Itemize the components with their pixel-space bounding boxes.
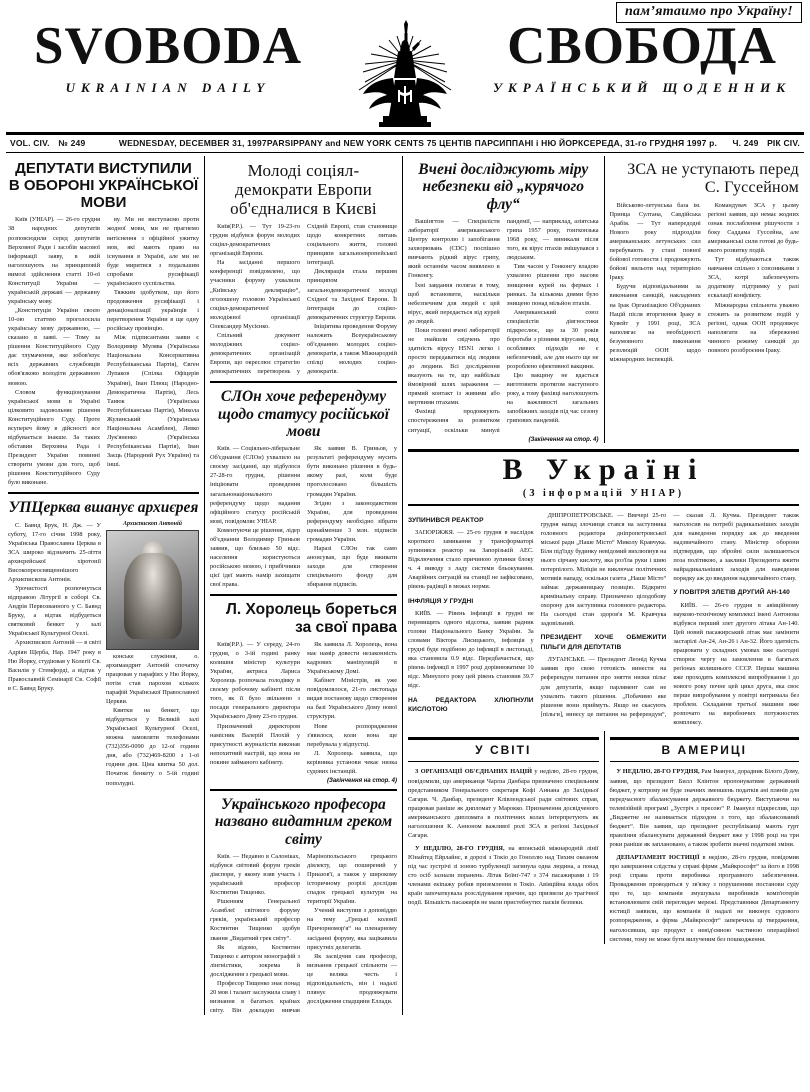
paragraph: Як заявив В. Гриньов, у результаті референдуму мусить бути виконано рішення в будь-якому разі, коли буде проголосовано більшість громадян України. — [307, 445, 397, 498]
paragraph: Як засвідчив сам професор, визнання грецької спільноти — це велика честь і відповідальність, він і надалі плянує продовжувати дослідження спадщини Еллади. — [307, 952, 397, 1005]
america-section-body — [610, 767, 800, 943]
paragraph: Призначений директором намісник Валерій Плохій у присутності журналістів виконав непохитний настрій, що вона не покине займаного кабінету. — [210, 722, 300, 766]
column-2 — [204, 156, 402, 1015]
paragraph: Кабінет Міністрів, як уже повідомлялося, 21-го листопада видав постанову щодо створення на базі Українського Дому нової структури. — [307, 677, 397, 721]
paragraph: Київ(Р.Р.). — У середу, 24-го грудня, о 3-ій годині ранку колишня міністер культури України, актриса Лариса Хоролець розпочала голодівку в своєму робочому кабінеті після того, як її було звільнено з посади генерального директора Українського Дому 23-го грудня. — [210, 640, 300, 721]
paragraph: Київ. — Недавно в Салоніках, відбувся світовий форум греків діяспори, у якому взяв участь і український професор Костянтин Тищенко. — [210, 852, 300, 897]
news-item — [408, 516, 534, 592]
top-band — [6, 156, 804, 1015]
paragraph: Тяжким здобутком, що його продовження русифікації і денаціоналізації українців і перетворення України в ще одну російську провінцію. — [107, 288, 199, 333]
paragraph: Спільний документ молодіжних соціял-демократичних організацій Европи, що окреслює стратегію демократичних перетворень у Східній Европі, став становище щодо конкретних питань соціяльного життя, головні принципи загальноевропейської інтеграції. — [210, 223, 397, 376]
article-body-slon — [210, 444, 397, 589]
news-subhead: У ПОВІТРЯ ЗЛЕТІВ ДРУГИЙ АН-140 — [673, 589, 790, 597]
world-section-body — [408, 767, 599, 907]
paragraph: Київ. — Соціяльно-ліберальне Об'єднання (СЛОн) ухвалило на своєму засіданні, що відбулося 27-28-го грудня, рішення ініціювати проведення загальнонаціонального референдуму щодо надання офіційного статусу російській мові, повідомляє УНІАР. — [210, 445, 300, 525]
paragraph: Американський союз спеціялістів діягностики підкреслює, що за 30 років боротьби з різними вірусами, вид особливих підходів не є небезпечний, але для нього ще не розроблено ефективної вакцини. — [506, 308, 599, 371]
america-section-header: В АМЕРИЦІ — [610, 737, 800, 762]
news-text: у неділю, 28-го грудня, повідомили, що американця Чарлза Данбара призначено спеціяльним представником Генерального секретаря Кофі Аннана до Західньої Сагари. Ч. Данбар, президент Клівлендської ради світових справ, працював раніше як дипломат у Марокко. Призначення досвідченого американського дипломата в політичних колах інтерпретують як наголошення К. Анноном важливої ролі ЗСА в реґіоні Західньої Сагари. — [408, 768, 599, 839]
paragraph: Деклярація стала першим принципом загальнодемократичної молоді Східної та Західної Европи. Її інтеграція до соціял-демократичних структур Европи. — [307, 268, 397, 321]
paragraph: конське служіння, о. архимандрит Антоній спочатку працював у парафіях у Ню Йорку, потім став парохом кількох парафій Української Православної Церкви. — [106, 652, 199, 705]
paragraph: На засіданні першого конференції повідомлено, що учасники форуму ухвалили „Київську деклярацію“, оголошену головою Української соціял-демократичної молодіжної організації Олександер Мусієнко. — [210, 259, 300, 330]
article-body-upc-right — [106, 652, 199, 788]
paragraph: Як заявила Л. Хоролець, вона має намір довести незаконність кадрових маніпуляцій в Українському Домі. — [307, 640, 397, 676]
right-half — [402, 156, 804, 1015]
paragraph: Словом функціонування української мови в Україні цілковито задовольняє рішення Конституційного Суду. Проте всупереч йому в дійсності все відбувається інакше. За таких обставин Верховна Рада і Президент України повинні створити умови для того, щоб рішення Конституційного Суду було виконане. — [8, 388, 100, 487]
news-item — [610, 853, 800, 944]
paragraph: Командувач ЗСА у цьому регіоні заявив, що немає жодних ознак послаблення рішучости з боку Саддама Гуссейна, але американські сили готові до будь-якого розвитку подій. — [707, 201, 799, 255]
dateline-place-en: PARSIPPANY and NEW YORK — [266, 138, 392, 148]
paragraph: Архиєпископ Антоній — в світі Адріян Щерба, Нар. 1947 року в Ню Йорку, студіював у Колегії Св. Василія у Стемфорді, а відтак у Православній Семінарії Св. Софії в С. Бавнд Бруку. — [8, 639, 101, 692]
ukraine-section-subtitle: (З інформацій УНІАР) — [522, 487, 685, 499]
news-text: на японській міжнародній лінії Юнайтед Ейрлайнс, в дорозі з Токіо до Гоноллю над Тихим океаном під час зустрічі зі зоною турбуленції загинула одна людина, а понад сто осіб зазнали поранень. Літак Боїнґ-747 з 374 пасажирами і 19 членами екіпажу робив приземлення в Токіо. Авіяційна влада обох країн започаткувала розслідування причин, що призвели до трагічної події. Більшість пасажирів не мали пристебнутих пасків безпеки. — [408, 844, 599, 907]
news-item — [408, 767, 599, 840]
paragraph: Як відомо, Костянтин Тищенко є автором монографій з лінгвістики, зокрема й дослідження з грецької мови. — [210, 943, 300, 978]
photo-caption: Архиєпископ Антоній — [123, 520, 182, 527]
paragraph: Учений виступив з доповіддю на тему „Грецькі колонії Причорномор'я“ на пленарному засіданні форуму, яка зацікавила присутніх делегатів. — [307, 907, 397, 951]
dateline-place-uk: ПАРСИППАНІ і НЮ ЙОРК — [474, 138, 584, 148]
article-body-upc-left — [8, 521, 101, 693]
headline-usa: ЗСА не уступають перед С. Гуссейном — [627, 161, 799, 196]
dateline-volume-uk: РІК CIV. — [767, 138, 800, 148]
dateline-price: CENTS 75 ЦЕНТІВ — [394, 138, 473, 148]
paragraph: Вашінгтон — Спеціялісти лябораторії американського Центру контролю і запобігання захворювань (CDC) поспішно вивчають рідкий вірус грипу, який останнім часом виявлено в Гонконгу. — [408, 218, 500, 280]
headline-socdem: Молоді соціял-демократи Европи об'єдналися в Києві — [230, 161, 377, 219]
divider — [210, 594, 397, 596]
news-text: Рам Імануел, дорадник Білого Дому, заявив, що президент Билл Клінтон пропонуватиме державний бюджет, у котрому не буде значних зменшень податків ані плянів для передчасного збалансування державного бюджету. Виступаючи на телевізійній програмі „Зустріч з пресою“ Р. Імануел підкреслив, що „Виджетне не називається підходом з того, що збалансований бюджет“. Він заявив, що президент республіканці мають гурт правління збалансувати державний бюджет вже у 1998 році на три роки раніше як заплановано, а також зробити значні податкові зміни. — [609, 768, 799, 848]
divider — [8, 492, 199, 494]
news-lead: З ОРГАНІЗАЦІЇ ОБ'ЄДНАНИХ НАЦІЙ — [415, 768, 532, 776]
archbishop-photo — [106, 530, 199, 650]
news-lead: У НЕДІЛЮ, 28-ГО ГРУДНЯ, — [415, 844, 505, 852]
paragraph: ЛУГАНСЬКЕ. — Президент Леонід Кучма заявив про свою готовість винести на референдум питання про зняття низки пільг для депутатів, якщо парлямент сам не ухвалить такого рішення. „Побачимо яке рішення вони приймуть. Якщо не скасують [пільги], винесу це питання на референдум“, — сказав Л. Кучма. Президент також наголосив на потребі радикальніших заходів для наведення порядку аж до введення надзвичайного стану. Міністер оборони підтвердив, що збройні сили залишаються поза політикою, а заклики Президента вжити найрадикальніших заходів для наведення порядку аж до введення надзвичайного стану. — [540, 511, 799, 718]
paragraph: Ініціятива проведення Форуму належить Всеукраїнському об'єднанню молодих соціял-демократів, а також Міжнародній спілці молодих соціял-демократів. — [307, 322, 397, 376]
dateline-number-en: № 249 — [58, 138, 86, 148]
news-item — [673, 588, 799, 727]
masthead-title-uk: СВОБОДА — [507, 17, 777, 75]
paragraph: Фахівці продовжують спостереження за розвитком ситуації, оскільки минулі пандемії, — наприклад, азіятська грипа 1957 року, гонгконзька 1968 року, — виникали після того, як вірус птахів змішувався з людським. — [408, 218, 599, 434]
dateline-date-uk: СЕРЕДА, 31-го ГРУДНЯ 1997 р. — [583, 138, 718, 148]
article-body-socdem — [210, 222, 397, 376]
masthead-right — [480, 17, 804, 96]
news-item — [408, 597, 534, 691]
paragraph: Будучи відповідальними за виконання санкцій, накладених на Ірак Організацією Об'єднаних Націй після вторгнення Іраку в Кувейт у 1991 році, ЗСА наполягає на необхідності безумовного виконання резолюцій ООН щодо міжнародних інспекцій. — [609, 283, 701, 363]
divider — [210, 789, 397, 791]
article-body-deputies — [8, 215, 199, 487]
dateline-date-en: WEDNESDAY, DECEMBER 31, 1997 — [118, 138, 267, 148]
column-1 — [6, 156, 204, 1015]
world-section-header: У СВІТІ — [408, 737, 599, 762]
headline-flu: Вчені досліджують міру небезпеки від „курячого флу“ — [418, 161, 589, 213]
paragraph: Л. Хоролець заявила, що керівника установи чекає низка судових інстанцій. — [307, 749, 397, 775]
paragraph: ДНІПРОПЕТРОВСЬКЕ. — Ввечері 25-го грудня напад злочинця стався на заступника головного редактора дніпропетровської міської ради „Наше Місто“ Миколу Кравчука. Біля під'їзду будинку невідомий вихлюпнув на нього сірчану кислоту, яка роз'їла руки і шию потерпілого. Міліція не виключає політичних мотивів нападу, оскільки газета „Наше Місто“ займає державницьку позицію. Відкрито кримінальну справу. Призначено цілодобову охорону для заступника головного редактора. На сьогодні стан здоров'я М. Кравчука задовільний. — [540, 511, 667, 628]
news-text: в неділю, 28-го грудня, повідомив про завершення слідства у справі фірми „Майкрософт“ за його в 1998 році справа проти виробника програмного забезпечення. Провадження проводиться у зв'язку з порушенням постанови суду про те, що компанія змушувала виробників комп'ютерів встановлювати свій переглядач мережі. Представники Департаменту юстиції заявили, що компанія й надалі не виконує судового розпорядження, а фірма „Майкрософт“ заперечила ці твердження, наголосивши, що продукт є невід'ємною частиною операційної системи, тому не може бути вилученим без пошкодження. — [609, 854, 800, 943]
article-body-flu — [408, 217, 599, 435]
paragraph: Професор Тищенко знає понад 20 мов і талант заслужила славу і визнання в багатьох країнах світу. Він докладно вивчав Марінопольського грецького діялекту, що поширений у Приазов'ї, а також у широкому історичному розрізі дослідив спадок грецької культури на території України. — [210, 852, 397, 1015]
divider — [210, 381, 397, 383]
paragraph: С. Бавнд Брук, Н. Дж. — У суботу, 17-го січня 1998 року, Українська Православна Церква в ЗСА широко відзначить 25-ліття архиєрейської хіротонії Високопреосвященнішого Архиєпископа Антонія. — [8, 521, 101, 583]
news-subhead: ПРЕЗИДЕНТ ХОЧЕ ОБМЕЖИТИ ПІЛЬГИ ДЛЯ ДЕПУТАТІВ — [540, 634, 667, 651]
headline-upc: УПЦерква вшанує архиєрея — [8, 499, 199, 517]
paragraph: Рішенням Генеральної Асамблеї світового форуму греків, український професор Костянтин Тищенко здобув звання „Видатний грек світу“. — [210, 898, 300, 942]
paragraph: ву. Ми не виступаємо проти жодної мови, ми не прагнемо витіснення з офіційної ужитку мов, які мають право на існування в Україні, але ми не буде миритися з подальшим спробами русифікації українського суспільства. — [107, 216, 199, 287]
paragraph: КИЇВ. — 26-го грудня в авіяційному науково-технічному комплексі імені Антонова відбувся перший злет другого літака Ан-140. Цей новий пасажирський літак має замінити застарілі Ан-24, Ан-26 і Ан-32. Його здатність працювати у складних умовах вже сьогодні створює чергу на замовлення в багатьох реґіонах колишнього СССР. Перша машина вже проходить комплексні випробування і до нового року почне цей цикл друга, яка своє перше випробування у повітрі витримала без проблем. Складання третьої машини вже розпочато на виробничих потужностях комплексу. — [673, 601, 799, 727]
article-body-greek — [210, 852, 397, 1015]
headline-horolets: Л. Хоролець бореться за свої права — [226, 601, 397, 636]
dateline-number-uk: Ч. 249 — [732, 138, 759, 148]
paragraph: Київ(Р.Р.). — Тут 19-23-го грудня відбувся форум молодих соціял-демократичних організацій Европи. — [210, 223, 300, 258]
dateline-volume-en: VOL. CIV. — [10, 138, 50, 148]
paragraph: Поки головні вчені лябораторії не знайшли свідчень про здатність вірусу H5N1 легко і просто передаватися від людини до людини. Всі дослідження вказують на те, що найбільш ймовірний шлях зараження — прямий контакт із живими або мертвими птахами. — [408, 326, 500, 407]
paragraph: Урочистості розпочнуться відправою Літургії в соборі Св. Андрія Первозванного у С. Бавнд Бруку, а відтак відбудеться святковий бенкет у залі Української Культурної Оселі. — [8, 585, 101, 638]
headline-deputies: ДЕПУТАТИ ВИСТУПИЛИ В ОБОРОНІ УКРАЇНСЬКОЇ МОВИ — [8, 160, 199, 211]
paragraph: Згідно з законодавством України, для проведення референдуму необхідно зібрати щонайменше 3 млн. підписів громадян України. — [307, 499, 397, 543]
dateline-rule-bottom — [6, 152, 804, 153]
continuation-note-horolets: (Закінчення на стор. 4) — [326, 777, 397, 784]
paragraph: Тим часом у Гонконгу владою ухвалено рішення про масове знищення курей на фермах і ринках. За кількома днями було знищено понад мільйон птахів. — [506, 263, 599, 307]
paragraph: Тут відбуваються також навчання спільно з союзниками з ЗСА, котрі забезпечують додаткову підтримку у разі ескалації конфлікту. — [707, 256, 799, 300]
news-subhead: НА РЕДАКТОРА ХЛЮПНУЛИ КИСЛОТОЮ — [408, 696, 534, 714]
masthead-left — [6, 17, 330, 96]
paragraph: Нове розпорядження з'явилося, коли вона ще перебувала у відпустці. — [307, 722, 397, 748]
ukraine-section-title: В Україні — [502, 452, 705, 486]
paragraph: Їхні завдання полягає в тому, щоб встановити, наскільки небезпечним для людей є цей вірус, який передається від курей до людей. — [408, 281, 500, 325]
paragraph: Коментуючи це рішення, лідер об'єднання Володимир Гриньов заявив, що близько 50 відс. населення користуються російською мовою, і прибічники цієї ідеї мають намір захищати свої права. — [210, 526, 300, 589]
paragraph: КИЇВ. — Рівень інфляції в грудні не перевищить одного відсотка, заявив радник голови Національного Банку України. За словами Віктора Лисицького, інфляція у грудні буде подібною до інфляції в листопаді, яка становила 0.9 відс. Передбачається, що рівень інфляції в 1997 році дорівнюватиме 10 відс. Минулого року цей рівень становив 39.7 відс. — [408, 609, 534, 690]
ukraine-section-header — [408, 449, 799, 506]
headline-slon: СЛОн хоче референдуму щодо статусу російської мови — [217, 388, 390, 440]
news-item — [408, 844, 599, 907]
statue-of-liberty-tryzub-emblem — [330, 20, 480, 128]
paragraph: Наразі СЛОн так само анонсував, що буде вживати заходи для створення спеціяльного фонду для збирання підписів. — [307, 544, 397, 589]
paragraph: Київ (УНІАР). — 26-го грудня 38 народних депутатів розповсюдили серед депутатів Верховної Ради і засобів масової інформації заяву, в якій наголошують на принциповій вимозі здійснення статті 10-ої Конституції України — українській державі — державну українську мову. — [8, 216, 100, 305]
news-item — [610, 767, 800, 849]
slogan-banner: пам’ятаимо про Україну! — [616, 2, 802, 23]
photo-figure-shape — [124, 553, 182, 639]
news-subhead: ЗУПИНИВСЯ РЕАКТОР — [408, 516, 484, 524]
news-lead: У НЕДІЛЮ, 28-ГО ГРУДНЯ, — [616, 768, 700, 776]
ukraine-section-body — [408, 511, 799, 728]
masthead — [6, 17, 804, 128]
banner-row — [6, 0, 804, 22]
news-lead: ДЕПАРТАМЕНТ ЮСТИЦІЇ — [616, 854, 700, 861]
paragraph: Міжнародна спільнота уважно стежить за розвитком подій у регіоні, однак ООН продовжує наполягати на збереженні чинного режиму санкцій до повного роззброєння Іраку. — [707, 301, 799, 354]
masthead-subtitle-en: UKRAINIAN DAILY — [65, 80, 271, 95]
paragraph: Військово-летунська база ім. Принца Султана, Савдійська Арабія. — Тут напередодні Нового року підрозділи американських летунських сил перебувають у стані повної бойової готовости і продовжують бойові вильоти над територією Іраку. — [609, 201, 701, 282]
headline-greek: Українського професора названо видатним греком світу — [214, 795, 393, 848]
news-subhead: ІНФЛЯЦІЯ У ГРУДНІ — [408, 597, 474, 605]
masthead-subtitle-uk: УКРАЇНСЬКИЙ ЩОДЕННИК — [492, 80, 792, 95]
paragraph: „Конституція України своєю 10-ою статтею проголосила українську мову державною, — сказано в заяві. — Тому за рішення Конституційного Суду дає тлумачення, яке зобов'язує всіх державних службовців обов'язково володіти державною мовою. — [8, 307, 100, 387]
paragraph: Квитки на бенкет, що відбудеться у Великій залі Української Культурної Оселі, можна замовляти телефонами (732)356-0090 до 12-ої години дня, або (732)469-8200 з 1-ої години дня. Ціна квитка 50 дол. Початок бенкету о 5-ій годині пополудні. — [106, 707, 199, 787]
continuation-note-flu: (Закінчення на стор. 4) — [528, 436, 599, 443]
article-body-horolets — [210, 640, 397, 776]
paragraph: Між підписантами заяви є Володимир Мулява (Українська Національна Консервативна Республіканська Партія), Євген Лупаков (Спілка Офіцерів України), Іван Плющ (Народно-Демократична Партія), Лесь Танюк (Українська Республіканська Партія), Микола Жулинський (Українська Національна Асамблея), Левко Лук'яненко (Українська Республіканська Партія), Іван Заєць (Народний Рух України) та інші. — [107, 334, 199, 469]
masthead-title-en: SVOBODA — [33, 17, 303, 75]
dateline-bar — [6, 135, 804, 151]
paragraph: ЗАПОРІЖЖЯ. — 25-го грудня в наслідок короткого замикання у трансформаторі зупинився реактор на Запорізькій АЕС. Відключення стало причиною зупинки блоку ч. 4 виводу з ладу системи бльокування. Аварійних ситуацій на станції не зафіксовано, рівень радіяції в межах норми. — [408, 529, 534, 591]
article-body-usa — [610, 201, 800, 364]
paragraph: Цю вакцину не вдасться виготовити протягом наступного року, а тому фахівці наголошують на важливості загальних запобіжних заходів під час сезону грипових пандемій. — [506, 372, 599, 425]
